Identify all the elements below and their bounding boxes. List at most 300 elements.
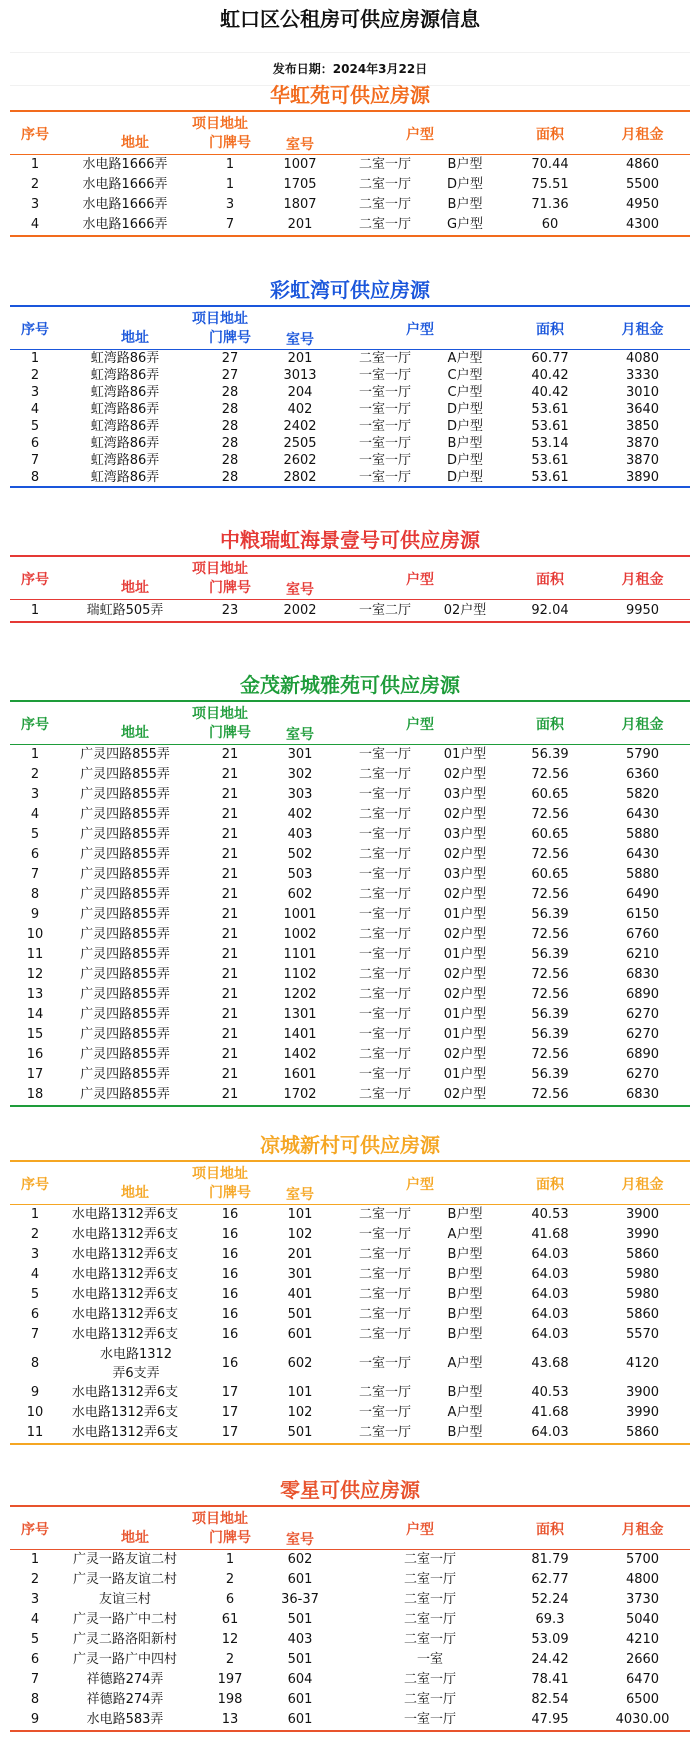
rent-cell: 5980 <box>625 1287 660 1302</box>
index-cell: 7 <box>30 453 40 468</box>
index-cell: 11 <box>26 947 44 962</box>
street-cell: 水电路1312弄6支 <box>71 1307 179 1322</box>
building-cell: 28 <box>221 453 239 468</box>
header-area: 面积 <box>536 1522 564 1538</box>
rent-cell: 5790 <box>625 747 660 762</box>
header-building: 门牌号 <box>209 135 251 151</box>
building-cell: 28 <box>221 402 239 417</box>
street-cell: 水电路1312弄6支 <box>71 1425 179 1440</box>
building-cell: 61 <box>221 1612 239 1627</box>
table-row <box>10 175 690 195</box>
street-cell: 广灵四路855弄 <box>80 1027 170 1042</box>
street-cell: 虹湾路86弄 <box>90 351 160 366</box>
header-area: 面积 <box>536 717 564 733</box>
type-cell: A户型 <box>447 1405 483 1420</box>
room-cell: 1002 <box>283 927 317 942</box>
rooms-cell: 二室一厅 <box>358 1327 411 1342</box>
index-cell: 11 <box>26 1425 44 1440</box>
table-row <box>10 1085 690 1105</box>
building-cell: 21 <box>221 1047 239 1062</box>
table-row <box>10 1305 690 1325</box>
room-cell: 403 <box>287 827 313 842</box>
room-cell: 2002 <box>283 603 317 618</box>
rent-cell: 4300 <box>625 217 660 232</box>
rooms-cell: 二室一厅 <box>403 1612 456 1627</box>
area-cell: 92.04 <box>531 603 569 618</box>
room-cell: 1807 <box>283 197 317 212</box>
street-cell: 水电路1666弄 <box>82 157 168 172</box>
room-cell: 602 <box>287 887 313 902</box>
section-title: 凉城新村可供应房源 <box>260 1133 440 1157</box>
building-cell: 21 <box>221 907 239 922</box>
area-cell: 24.42 <box>531 1652 569 1667</box>
building-cell: 16 <box>221 1267 239 1282</box>
rent-cell: 4080 <box>625 351 660 366</box>
rent-cell: 3900 <box>625 1207 660 1222</box>
rooms-cell: 一室一厅 <box>358 907 411 922</box>
street-cell: 广灵一路广中四村 <box>72 1652 177 1667</box>
street-cell: 水电路1312弄6支 <box>71 1247 179 1262</box>
rooms-cell: 二室一厅 <box>358 217 411 232</box>
header-area: 面积 <box>536 572 564 588</box>
rent-cell: 4030.00 <box>615 1712 670 1727</box>
table-header <box>10 1160 690 1206</box>
street-cell: 广灵四路855弄 <box>80 847 170 862</box>
room-cell: 1101 <box>283 947 317 962</box>
street-cell: 水电路1312弄6支 <box>71 1207 179 1222</box>
area-cell: 53.61 <box>531 419 569 434</box>
area-cell: 56.39 <box>531 747 569 762</box>
street-cell: 广灵四路855弄 <box>80 887 170 902</box>
table-row <box>10 1710 690 1730</box>
area-cell: 82.54 <box>531 1692 569 1707</box>
rent-cell: 5880 <box>625 827 660 842</box>
table-row <box>10 825 690 845</box>
street-cell: 广灵四路855弄 <box>80 927 170 942</box>
street-cell: 虹湾路86弄 <box>90 368 160 383</box>
table-row <box>10 1025 690 1045</box>
index-cell: 4 <box>30 1612 40 1627</box>
area-cell: 52.24 <box>531 1592 569 1607</box>
rooms-cell: 二室一厅 <box>403 1572 456 1587</box>
street-cell: 瑞虹路505弄 <box>86 603 164 618</box>
rooms-cell: 一室一厅 <box>358 1356 411 1371</box>
type-cell: B户型 <box>447 1207 483 1222</box>
index-cell: 7 <box>30 1672 40 1687</box>
area-cell: 72.56 <box>531 887 569 902</box>
room-cell: 1301 <box>283 1007 317 1022</box>
street-cell: 虹湾路86弄 <box>90 453 160 468</box>
street-cell: 广灵四路855弄 <box>80 987 170 1002</box>
header-room: 室号 <box>286 1187 314 1203</box>
street-cell: 水电路1666弄 <box>82 197 168 212</box>
table-row <box>10 1325 690 1345</box>
type-cell: 03户型 <box>443 827 487 842</box>
type-cell: G户型 <box>446 217 484 232</box>
index-cell: 1 <box>30 1207 40 1222</box>
header-index: 序号 <box>21 1177 49 1193</box>
street-cell: 祥德路274弄 <box>86 1672 164 1687</box>
rent-cell: 6430 <box>625 847 660 862</box>
index-cell: 9 <box>30 1712 40 1727</box>
header-street: 地址 <box>121 135 149 151</box>
index-cell: 8 <box>30 887 40 902</box>
rent-cell: 2660 <box>625 1652 660 1667</box>
street-cell: 水电路1312弄6支 <box>71 1327 179 1342</box>
area-cell: 75.51 <box>531 177 569 192</box>
header-room: 室号 <box>286 727 314 743</box>
table-row <box>10 785 690 805</box>
section-title: 金茂新城雅苑可供应房源 <box>240 673 460 697</box>
type-cell: D户型 <box>446 470 483 485</box>
type-cell: B户型 <box>447 1307 483 1322</box>
area-cell: 72.56 <box>531 847 569 862</box>
table-row <box>10 350 690 367</box>
index-cell: 7 <box>30 867 40 882</box>
type-cell: 02户型 <box>443 967 487 982</box>
type-cell: 03户型 <box>443 867 487 882</box>
type-cell: 02户型 <box>443 603 487 618</box>
header-index: 序号 <box>21 322 49 338</box>
index-cell: 5 <box>30 1287 40 1302</box>
rooms-cell: 二室一厅 <box>358 1307 411 1322</box>
building-cell: 21 <box>221 1027 239 1042</box>
section-title: 华虹苑可供应房源 <box>270 83 430 107</box>
table-row <box>10 965 690 985</box>
street-cell: 友谊三村 <box>98 1592 151 1607</box>
table-header <box>10 110 690 156</box>
index-cell: 5 <box>30 827 40 842</box>
street-cell: 广灵四路855弄 <box>80 807 170 822</box>
building-cell: 21 <box>221 1087 239 1102</box>
room-cell: 403 <box>287 1632 313 1647</box>
table-row <box>10 1205 690 1225</box>
rent-cell: 3870 <box>625 436 660 451</box>
street-cell: 广灵四路855弄 <box>80 1067 170 1082</box>
type-cell: 02户型 <box>443 807 487 822</box>
rooms-cell: 二室一厅 <box>358 1087 411 1102</box>
index-cell: 2 <box>30 1572 40 1587</box>
table-row <box>10 401 690 418</box>
area-cell: 56.39 <box>531 1007 569 1022</box>
rooms-cell: 二室一厅 <box>358 1047 411 1062</box>
rooms-cell: 一室一厅 <box>358 827 411 842</box>
rent-cell: 6830 <box>625 1087 660 1102</box>
building-cell: 1 <box>225 177 235 192</box>
table-row <box>10 1610 690 1630</box>
room-cell: 101 <box>287 1207 313 1222</box>
area-cell: 47.95 <box>531 1712 569 1727</box>
area-cell: 60.65 <box>531 867 569 882</box>
header-rent: 月租金 <box>621 572 664 588</box>
room-cell: 402 <box>287 807 313 822</box>
index-cell: 6 <box>30 1652 40 1667</box>
street-cell: 广灵四路855弄 <box>80 747 170 762</box>
area-cell: 56.39 <box>531 1067 569 1082</box>
type-cell: 01户型 <box>443 907 487 922</box>
section-title: 彩虹湾可供应房源 <box>270 278 430 302</box>
index-cell: 6 <box>30 847 40 862</box>
index-cell: 8 <box>30 1692 40 1707</box>
type-cell: A户型 <box>447 1356 483 1371</box>
rent-cell: 3990 <box>625 1405 660 1420</box>
type-cell: C户型 <box>447 385 483 400</box>
rent-cell: 5820 <box>625 787 660 802</box>
rent-cell: 3900 <box>625 1385 660 1400</box>
rooms-cell: 二室一厅 <box>358 177 411 192</box>
rooms-cell: 一室一厅 <box>358 402 411 417</box>
index-cell: 1 <box>30 157 40 172</box>
room-cell: 502 <box>287 847 313 862</box>
table-row <box>10 1550 690 1570</box>
street-cell: 水电路1666弄 <box>82 177 168 192</box>
area-cell: 60.77 <box>531 351 569 366</box>
street-cell: 虹湾路86弄 <box>90 402 160 417</box>
room-cell: 2402 <box>283 419 317 434</box>
type-cell: 02户型 <box>443 847 487 862</box>
header-rent: 月租金 <box>621 1522 664 1538</box>
rooms-cell: 二室一厅 <box>358 1287 411 1302</box>
header-layout: 户型 <box>406 572 434 588</box>
rooms-cell: 二室一厅 <box>358 847 411 862</box>
type-cell: D户型 <box>446 419 483 434</box>
rent-cell: 4800 <box>625 1572 660 1587</box>
building-cell: 21 <box>221 867 239 882</box>
type-cell: 01户型 <box>443 947 487 962</box>
header-layout: 户型 <box>406 717 434 733</box>
type-cell: 02户型 <box>443 927 487 942</box>
rent-cell: 5880 <box>625 867 660 882</box>
index-cell: 8 <box>30 470 40 485</box>
area-cell: 64.03 <box>531 1307 569 1322</box>
type-cell: A户型 <box>447 1227 483 1242</box>
rooms-cell: 二室一厅 <box>403 1592 456 1607</box>
room-cell: 102 <box>287 1227 313 1242</box>
rooms-cell: 二室一厅 <box>358 1425 411 1440</box>
area-cell: 64.03 <box>531 1267 569 1282</box>
room-cell: 303 <box>287 787 313 802</box>
table-row <box>10 1590 690 1610</box>
area-cell: 40.42 <box>531 368 569 383</box>
table-row <box>10 1650 690 1670</box>
table-row <box>10 1005 690 1025</box>
building-cell: 2 <box>225 1572 235 1587</box>
header-rent: 月租金 <box>621 717 664 733</box>
index-cell: 3 <box>30 385 40 400</box>
header-building: 门牌号 <box>209 580 251 596</box>
area-cell: 72.56 <box>531 1087 569 1102</box>
rooms-cell: 一室一厅 <box>358 947 411 962</box>
building-cell: 21 <box>221 967 239 982</box>
table-row <box>10 925 690 945</box>
type-cell: B户型 <box>447 1267 483 1282</box>
index-cell: 8 <box>30 1356 40 1371</box>
rooms-cell: 二室一厅 <box>358 927 411 942</box>
type-cell: 02户型 <box>443 887 487 902</box>
building-cell: 17 <box>221 1405 239 1420</box>
type-cell: B户型 <box>447 197 483 212</box>
header-project-address: 项目地址 <box>192 116 248 132</box>
building-cell: 21 <box>221 1067 239 1082</box>
header-rent: 月租金 <box>621 1177 664 1193</box>
header-building: 门牌号 <box>209 1185 251 1201</box>
street-cell: 水电路1666弄 <box>82 217 168 232</box>
building-cell: 12 <box>221 1632 239 1647</box>
index-cell: 4 <box>30 807 40 822</box>
rent-cell: 3640 <box>625 402 660 417</box>
street-cell: 广灵四路855弄 <box>80 787 170 802</box>
rooms-cell: 一室一厅 <box>358 470 411 485</box>
header-project-address: 项目地址 <box>192 1511 248 1527</box>
area-cell: 72.56 <box>531 807 569 822</box>
street-cell: 广灵一路广中二村 <box>72 1612 177 1627</box>
table-row <box>10 384 690 401</box>
table-row <box>10 435 690 452</box>
table-row <box>10 885 690 905</box>
rent-cell: 3010 <box>625 385 660 400</box>
street-cell: 虹湾路86弄 <box>90 385 160 400</box>
index-cell: 2 <box>30 177 40 192</box>
building-cell: 16 <box>221 1307 239 1322</box>
rooms-cell: 一室一厅 <box>358 1227 411 1242</box>
type-cell: B户型 <box>447 1425 483 1440</box>
building-cell: 28 <box>221 436 239 451</box>
area-cell: 64.03 <box>531 1247 569 1262</box>
rooms-cell: 一室一厅 <box>358 385 411 400</box>
area-cell: 53.61 <box>531 402 569 417</box>
rent-cell: 6890 <box>625 1047 660 1062</box>
rent-cell: 5980 <box>625 1267 660 1282</box>
area-cell: 60.65 <box>531 787 569 802</box>
building-cell: 21 <box>221 927 239 942</box>
street-cell: 广灵四路855弄 <box>80 867 170 882</box>
rent-cell: 5860 <box>625 1307 660 1322</box>
header-index: 序号 <box>21 572 49 588</box>
table-row <box>10 865 690 885</box>
room-cell: 301 <box>287 747 313 762</box>
building-cell: 28 <box>221 419 239 434</box>
building-cell: 16 <box>221 1356 239 1371</box>
rooms-cell: 一室一厅 <box>358 747 411 762</box>
header-area: 面积 <box>536 322 564 338</box>
table-header <box>10 700 690 746</box>
street-cell: 虹湾路86弄 <box>90 436 160 451</box>
building-cell: 16 <box>221 1247 239 1262</box>
index-cell: 10 <box>26 927 44 942</box>
room-cell: 201 <box>287 351 313 366</box>
room-cell: 101 <box>287 1385 313 1400</box>
rooms-cell: 二室一厅 <box>403 1552 456 1567</box>
street-cell: 水电路1312弄6支 <box>71 1227 179 1242</box>
building-cell: 21 <box>221 807 239 822</box>
type-cell: B户型 <box>447 1327 483 1342</box>
street-cell: 广灵四路855弄 <box>80 907 170 922</box>
street-cell: 广灵二路洛阳新村 <box>72 1632 177 1647</box>
index-cell: 4 <box>30 1267 40 1282</box>
table-row <box>10 1690 690 1710</box>
building-cell: 1 <box>225 1552 235 1567</box>
rooms-cell: 二室一厅 <box>403 1632 456 1647</box>
rooms-cell: 二室一厅 <box>358 1267 411 1282</box>
index-cell: 7 <box>30 1327 40 1342</box>
index-cell: 13 <box>26 987 44 1002</box>
room-cell: 1401 <box>283 1027 317 1042</box>
building-cell: 21 <box>221 947 239 962</box>
type-cell: 01户型 <box>443 1067 487 1082</box>
index-cell: 9 <box>30 907 40 922</box>
room-cell: 302 <box>287 767 313 782</box>
rooms-cell: 二室一厅 <box>358 967 411 982</box>
type-cell: 02户型 <box>443 767 487 782</box>
room-cell: 301 <box>287 1267 313 1282</box>
room-cell: 2802 <box>283 470 317 485</box>
table-row <box>10 765 690 785</box>
street-cell: 祥德路274弄 <box>86 1692 164 1707</box>
header-layout: 户型 <box>406 322 434 338</box>
rooms-cell: 二室一厅 <box>358 1247 411 1262</box>
rooms-cell: 一室二厅 <box>358 603 411 618</box>
type-cell: D户型 <box>446 177 483 192</box>
table-row <box>10 155 690 175</box>
area-cell: 72.56 <box>531 1047 569 1062</box>
street-cell: 广灵四路855弄 <box>80 1047 170 1062</box>
room-cell: 601 <box>287 1692 313 1707</box>
area-cell: 64.03 <box>531 1287 569 1302</box>
room-cell: 3013 <box>283 368 317 383</box>
rooms-cell: 一室一厅 <box>403 1712 456 1727</box>
area-cell: 72.56 <box>531 927 569 942</box>
rooms-cell: 二室一厅 <box>403 1692 456 1707</box>
street-cell: 水电路1312弄6支 <box>71 1405 179 1420</box>
area-cell: 69.3 <box>535 1612 565 1627</box>
rooms-cell: 一室一厅 <box>358 1067 411 1082</box>
rent-cell: 6490 <box>625 887 660 902</box>
rent-cell: 6470 <box>625 1672 660 1687</box>
index-cell: 5 <box>30 419 40 434</box>
type-cell: B户型 <box>447 1287 483 1302</box>
building-cell: 3 <box>225 197 235 212</box>
building-cell: 1 <box>225 157 235 172</box>
table-body <box>10 744 690 1107</box>
table-row <box>10 945 690 965</box>
type-cell: B户型 <box>447 1385 483 1400</box>
building-cell: 28 <box>221 385 239 400</box>
index-cell: 16 <box>26 1047 44 1062</box>
street-cell: 广灵四路855弄 <box>80 827 170 842</box>
street-cell: 广灵四路855弄 <box>80 767 170 782</box>
table-body <box>10 1549 690 1732</box>
street-cell: 水电路1312弄6支 <box>71 1267 179 1282</box>
building-cell: 198 <box>217 1692 243 1707</box>
room-cell: 602 <box>287 1356 313 1371</box>
building-cell: 7 <box>225 217 235 232</box>
rent-cell: 3850 <box>625 419 660 434</box>
building-cell: 21 <box>221 827 239 842</box>
street-cell: 水电路583弄 <box>86 1712 164 1727</box>
index-cell: 6 <box>30 436 40 451</box>
type-cell: 01户型 <box>443 747 487 762</box>
rent-cell: 4860 <box>625 157 660 172</box>
area-cell: 81.79 <box>531 1552 569 1567</box>
index-cell: 14 <box>26 1007 44 1022</box>
header-area: 面积 <box>536 1177 564 1193</box>
index-cell: 12 <box>26 967 44 982</box>
type-cell: D户型 <box>446 402 483 417</box>
index-cell: 9 <box>30 1385 40 1400</box>
street-cell: 广灵四路855弄 <box>80 967 170 982</box>
header-building: 门牌号 <box>209 725 251 741</box>
rent-cell: 5860 <box>625 1425 660 1440</box>
